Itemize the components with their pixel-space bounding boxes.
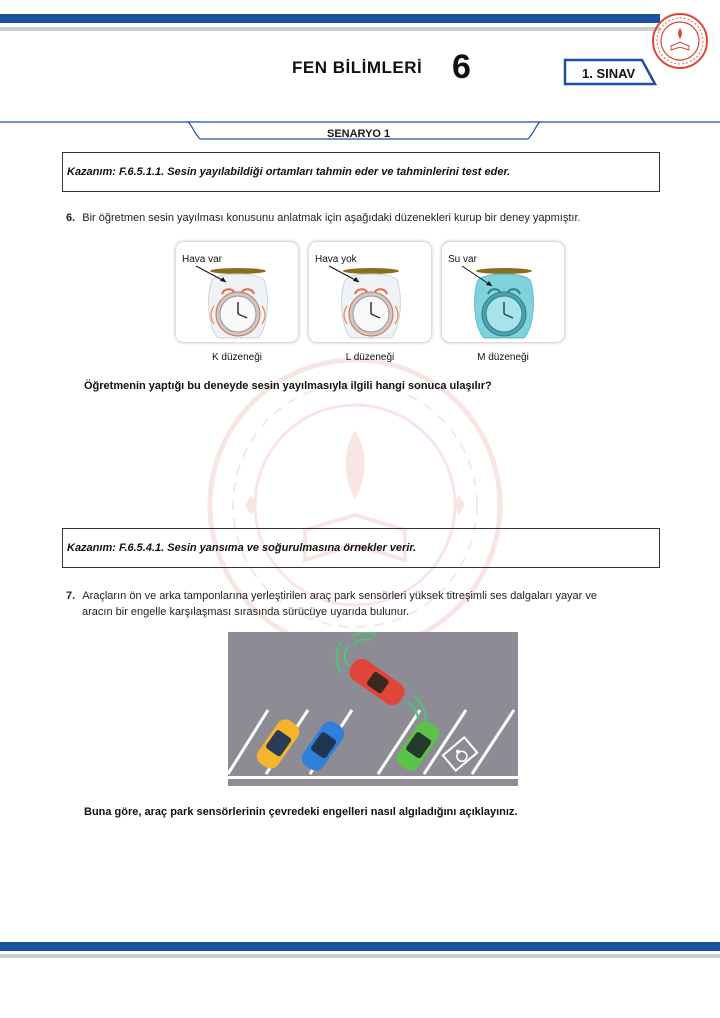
- bottom-blue-band: [0, 942, 720, 951]
- setup-card-l: [309, 242, 431, 342]
- bottom-gray-band: [0, 954, 720, 958]
- scenario-title: SENARYO 1: [327, 128, 391, 140]
- question-6-number: 6.: [66, 212, 76, 224]
- exam-label: 1. SINAV: [582, 66, 636, 81]
- ministry-seal-icon: [651, 12, 709, 70]
- question-6: [66, 210, 666, 226]
- question-6-prompt: Öğretmenin yaptığı bu deneyde sesin yayılmasıyla ilgili hangi sonuca ulaşılır?: [84, 380, 492, 392]
- question-7-line-2: aracın bir engelle karşılaşması sırasında sürücüye uyarıda bulunur.: [82, 606, 410, 618]
- setup-label-m: Su var: [448, 254, 477, 265]
- bell-jar-alarm-clock-icon: [176, 242, 298, 342]
- setup-caption-k: K düzeneği: [211, 352, 263, 363]
- parking-sensor-illustration: [228, 632, 518, 786]
- setup-caption-m: M düzeneği: [477, 352, 529, 363]
- grade-number: 6: [452, 48, 471, 86]
- question-7-number: 7.: [66, 590, 76, 602]
- water-jar-alarm-clock-icon: [442, 242, 564, 342]
- setup-card-m: [442, 242, 564, 342]
- setup-caption-l: L düzeneği: [345, 352, 395, 363]
- bell-jar-alarm-clock-icon: [309, 242, 431, 342]
- setup-label-k: Hava var: [182, 254, 223, 265]
- kazanim-text-1: Kazanım: F.6.5.1.1. Sesin yayılabildiği ortamları tahmin eder ve tahminlerini test eder.: [67, 166, 511, 178]
- kazanim-text-2: Kazanım: F.6.5.4.1. Sesin yansıma ve soğurulmasına örnekler verir.: [67, 542, 417, 554]
- question-6-text: Bir öğretmen sesin yayılması konusunu anlatmak için aşağıdaki düzenekleri kurup bir deney yapmıştır.: [82, 212, 581, 224]
- kazanim-box-2: [62, 528, 660, 568]
- top-gray-band: [0, 27, 660, 31]
- top-blue-band: [0, 14, 660, 23]
- question-7-line-1: Araçların ön ve arka tamponlarına yerleştirilen araç park sensörleri yüksek titreşimli ses dalgaları yayar ve: [82, 590, 598, 602]
- setup-label-l: Hava yok: [315, 254, 357, 265]
- subject-title: FEN BİLİMLERİ: [292, 58, 423, 77]
- kazanim-box-1: [62, 152, 660, 192]
- setup-card-k: [176, 242, 298, 342]
- question-7: [66, 588, 666, 604]
- question-7-prompt: Buna göre, araç park sensörlerinin çevredeki engelleri nasıl algıladığını açıklayınız.: [84, 806, 518, 818]
